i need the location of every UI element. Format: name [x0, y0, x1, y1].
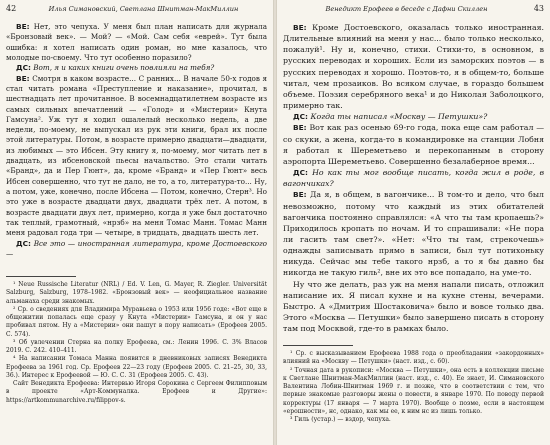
speaker-label: ВЕ: [16, 22, 30, 31]
footnote: ³ Гиль (устар.) — вздор, чепуха. [290, 416, 391, 423]
footnote: ¹ Ср. с высказыванием Ерофеева 1988 года о преобладании «закордонных» влияний на «Москву — Петушки» (наст. изд., с. 60). [283, 350, 544, 366]
dialogue-paragraph [6, 74, 267, 239]
left-page [0, 0, 273, 445]
question-text: Все это — иностранная литература, кроме Достоевского — [6, 238, 267, 258]
question-text: Но как ты мог вообще писать, когда жил в роде, в вагончиках? [283, 168, 544, 189]
dialogue-paragraph [283, 189, 544, 278]
answer-text: Смотря в каком возрасте... С ранних... В начале 50-х годов я стал читать романа «Преступление и наказание», прочитал, в шестнадцать лет прочитанное. В восемнадцатилетнем возрасте из самых сильных впечатлений — «Голод» и «Мистерии» Кнута Гамсуна². Уж тут я ходил ошалелый несколько недель, а две недели, по-моему, не выпускал из рук эти книги, брал их после этой литературы. Потом, в возрасте примерно двадцати—двадцати, из любимых — это Ибсен. Эту книгу я, по-моему, мог читать лет в двадцать, из ибсеновской пьесы начальство. Это стали читать «Бранд», да и Пер Гюнт», да, кроме «Бранд» и «Пер Гюнт» весь Ибсен совершенно, что тут не дало, не то, а то, литература-то... Ну, а потом, уже, конечно, после Ибсена — Потом, конечно, Стерн³. Но это уже в возрасте двадцати двух, двадцати трёх лет. А потом, в возрасте двадцати двух лет, примерно, когда я уже был достаточно так теплый, грамотный, «нрзб» на меня Томас Манн. Томас Манн меня радовал года три — четыре, в тридцать, двадцать шесть лет. [6, 73, 267, 238]
dialogue-paragraph [283, 122, 544, 167]
speaker-label: ВЕ: [16, 73, 30, 83]
left-footnotes [6, 281, 267, 405]
footnote: ³ Об увлечении Стерна на полку Ерофеева, см.: Ленин 1996. С. 3% Власов 2019. С. 242. 410–411. [6, 338, 267, 354]
right-page-header [283, 3, 544, 15]
left-body-text [6, 22, 267, 259]
speaker-label: ДС: [16, 238, 31, 248]
right-footnote-rule [283, 345, 353, 346]
dialogue-paragraph [283, 279, 544, 335]
right-page [277, 0, 550, 445]
right-footnotes [283, 350, 544, 424]
speaker-label: ДС: [293, 112, 308, 122]
left-page-number: 42 [6, 4, 17, 13]
speaker-label: ДС: [293, 168, 308, 178]
answer-text: Кроме Достоевского, оказалась только иностранная. Длительные влияний на меня у нас... было только несколько, пожалуй¹. Ну и, конечно, стихи. Стихи-то, в основном, в русских переводах и хороших. Если из заморских поэтов — в русских переводах я хорошо. Поэтов-то, я в общем-то, больше читал, чем прозаиков. Во всяком случае, в гораздо большем объеме. Поэзия серебряного века¹ и до Николая Заболоцкого, примерно так. [283, 23, 544, 111]
answer-text: Да я, в общем, в вагончике... В том-то и дело, что был невозможно, потому что каждый из этих обитателей вагончика постоянно справлялся: «А что ты там кропаешь?» Приходилось кропать по ночам. И то спрашивали: «Не пора ли гасить там свет?». «Нет: «Что ты там, стрекочешь» однажды записывать прямо в записи, был тут потихоньку никуда. Сейчас мы тебе такого нрзб, а то я бы давно бы никогда не такую гиль², вне их это все попадало, на уме-то. [283, 190, 544, 278]
footnote: ¹ Neue Russische Literatur (NRL) / Ed. V. Len, G. Mayer, R. Ziegler. Universität Salzburg, Salzburg, 1978–1982. «Бронзовый век» — неофициальное название альманаха среди знакомых. [6, 281, 267, 305]
right-body-text [283, 22, 544, 334]
left-running-head: Илья Симановский, Светлана Шнитман-МакМиллин [48, 5, 239, 13]
question-text: Вот, я и каких книги очень повлияли на тебя? [33, 63, 215, 73]
footnote: Сайт Венедикта Ерофеева: Интервью Игоря Сорокина с Сергеем Филипповым в проекте «Арт-Коммуналка. Ерофеев и Другие»: https://artkommunarchive.ru/filippov-s. [6, 380, 267, 404]
dialogue-paragraph [6, 22, 267, 63]
footnote: ² Точная дата в рукописи: «Москва — Петушки», она есть в коллекции письме к Светлане Шнитман-МакМиллин (наст. изд., с. 40). Ее знает, И. Симановского Валентина Лобин-Шнитман 1969 г. и позже, что в соответствии с тем, что первые знакомые разговоры жены о повести, в январе 1970. По поводу первой корректуры (17 января — 7 марта 1970). Вообще о поэме, если в настоящем «ерошности», нс, однако, как мы ее, к ним нс из лишь только. [283, 366, 544, 415]
right-page-number: 43 [533, 4, 544, 13]
speaker-label: ВЕ: [293, 123, 307, 133]
speaker-label: ВЕ: [293, 23, 307, 32]
dialogue-paragraph [283, 111, 544, 122]
question-text: Когда ты написал «Москву — Петушки»? [310, 112, 488, 122]
dialogue-paragraph [283, 167, 544, 189]
speaker-label: ДС: [16, 63, 31, 73]
answer-text: Вот как раз осенью 69-го года, пока еще сам работал — со скуки, а жена, когда-то в командировке на станции Лобня я работал к Шереметьево и перекопанным в сторону аэропорта Шереметьево. Совершенно безалаберное время... [283, 123, 544, 166]
speaker-label: ВЕ: [293, 190, 307, 200]
dialogue-paragraph [6, 63, 267, 73]
footnote: ⁴ На написании Томаса Манна появится в дневниковых записях Венедикта Ерофеева за 1961 год. Ср. Ерофеев 22—23 году (Ерофеев 2005. С. 21–25, 30, 33, 36.). Интерес к Ерофеевой — Ю. С. С. 31 (Ерофеев 2005. С. 43). [6, 355, 267, 379]
left-page-header [6, 3, 267, 15]
answer-text: Ну что же делать, раз уж на меня напали писать, отложил написание их. Я писал кухне и на кухне стены, вечерами. Быстро. А «Дмитрия Шостаковича» было и вовсе только два. Этого «Москва — Петушки» было завершено писать в сторону там под Москвой, где-то в рамках было. [283, 279, 544, 334]
footnote: ² Ср. о сведениях для Владимира Муравьева о 1953 или 1956 годе: «Вот еще в общежитии попалась еще сразу у Кнута «Мистерии» Гамсуна, и он у нас пробивал пятом. Ну а «Мистерии» они пашут в пору написать» (Ерофеев 2005. С. 574). [6, 305, 267, 338]
dialogue-paragraph [6, 239, 267, 260]
answer-text: Нет, это чепуха. У меня был план написать для журнала «Бронзовый век». — Мой? — «Мой. Сам себя «еврей». Тут была ошибка: я хотел написать один роман, но мне казалось, что молодые по-своему. Что тут особенно поразило? [6, 22, 267, 62]
right-running-head: Венедикт Ерофеев в беседе с Дафни Скиллен [325, 5, 488, 13]
dialogue-paragraph [283, 22, 544, 111]
left-footnote-rule [6, 276, 76, 277]
